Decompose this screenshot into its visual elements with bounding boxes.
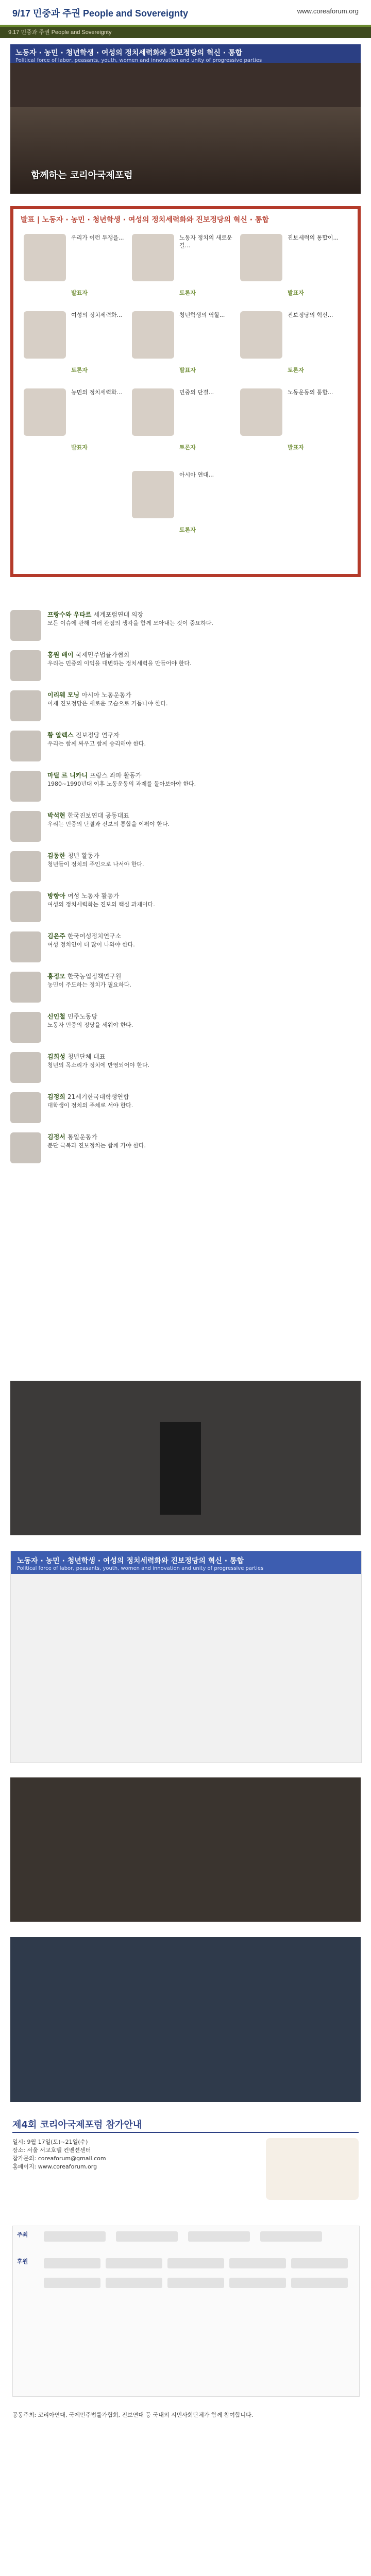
footer-info-line: 장소: 서울 서교호텔 컨벤션센터 bbox=[12, 2147, 91, 2154]
speaker-name: 김정서 bbox=[47, 1133, 65, 1141]
section-title: 9/17 민중과 주권 People and Sovereignty bbox=[12, 8, 189, 19]
lectern bbox=[160, 1422, 201, 1515]
speaker-title: 프랑스 좌파 활동가 bbox=[90, 772, 142, 779]
sponsor-logo bbox=[106, 2278, 162, 2288]
speaker-name: 김정희 bbox=[47, 1093, 65, 1100]
panel-name: 토론자 bbox=[288, 367, 304, 374]
speaker-quote: 우리는 민중의 단결과 진보의 통합을 이뤄야 한다. bbox=[47, 821, 170, 827]
speaker-name-line bbox=[47, 650, 129, 659]
speaker-row bbox=[10, 648, 361, 687]
speaker-title: 진보정당 연구자 bbox=[75, 732, 120, 739]
organizer-text: 공동주최: 코리아연대, 국제민주법률가협회, 진보연대 등 국내외 시민사회단체가 함께 참여합니다. bbox=[12, 2412, 254, 2418]
panel-7 bbox=[24, 384, 130, 451]
support-label: 후원 bbox=[17, 2258, 28, 2265]
speaker-title: 청년 활동가 bbox=[67, 852, 99, 859]
presenter-photo bbox=[240, 388, 282, 436]
panel-name: 발표자 bbox=[179, 367, 196, 374]
footer-info bbox=[12, 2138, 106, 2171]
speaker-title: 여성 노동자 활동가 bbox=[67, 892, 120, 900]
presenter-photo bbox=[24, 388, 66, 436]
speaker-row bbox=[10, 889, 361, 928]
sponsor-logo bbox=[44, 2231, 106, 2242]
panel-name: 발표자 bbox=[288, 444, 304, 451]
sponsor-label: 주최 bbox=[17, 2231, 28, 2238]
speaker-name: 홍정모 bbox=[47, 973, 65, 980]
hero-photo bbox=[10, 44, 361, 194]
speaker-title: 세계포럼연대 의장 bbox=[93, 611, 144, 618]
speaker-photo bbox=[10, 690, 41, 721]
speaker-row bbox=[10, 1090, 361, 1129]
sponsor-logo bbox=[291, 2258, 348, 2268]
speaker-quote: 우리는 함께 싸우고 함께 승리해야 한다. bbox=[47, 740, 146, 747]
speaker-quote: 청년의 목소리가 정치에 반영되어야 한다. bbox=[47, 1062, 150, 1069]
speaker-photo bbox=[10, 610, 41, 641]
speaker-name-line bbox=[47, 972, 121, 980]
speaker-quote: 여성 정치인이 더 많이 나와야 한다. bbox=[47, 941, 135, 948]
speaker-title: 청년단체 대표 bbox=[67, 1053, 106, 1060]
speaker-name-line bbox=[47, 931, 121, 940]
panel-text: 우리가 이런 투쟁을... bbox=[71, 234, 124, 241]
presenter-photo bbox=[132, 234, 174, 281]
speaker-quote: 노동자 민중의 정당을 세워야 한다. bbox=[47, 1022, 133, 1028]
panel-name: 발표자 bbox=[71, 444, 88, 451]
speaker-name-line bbox=[47, 690, 131, 699]
speaker-photo bbox=[10, 851, 41, 882]
dinner-photo bbox=[10, 1937, 361, 2102]
speaker-name: 마틸 르 니카니 bbox=[47, 772, 88, 779]
sponsor-logo bbox=[106, 2258, 162, 2268]
speaker-photo bbox=[10, 1052, 41, 1083]
speaker-name: 방향아 bbox=[47, 892, 65, 900]
panel-text: 여성의 정치세력화... bbox=[71, 312, 122, 318]
section-strip: 9.17 민중과 주권 People and Sovereignty bbox=[0, 27, 371, 38]
speaker-name-line bbox=[47, 891, 119, 900]
panel-6 bbox=[240, 307, 346, 374]
speaker-row bbox=[10, 1130, 361, 1170]
speaker-name: 박석현 bbox=[47, 812, 65, 819]
panel-name: 발표자 bbox=[71, 290, 88, 296]
speaker-name: 이리웨 모닝 bbox=[47, 691, 80, 699]
panel-4 bbox=[24, 307, 130, 374]
panel-2 bbox=[132, 230, 238, 297]
panel-text: 농민의 정치세력화... bbox=[71, 389, 122, 396]
speaker-name: 김동한 bbox=[47, 852, 65, 859]
sponsors-box bbox=[12, 2226, 360, 2397]
panel-name: 토론자 bbox=[179, 527, 196, 533]
sponsor-logo bbox=[260, 2231, 322, 2242]
speaker-photo bbox=[10, 811, 41, 842]
speaker-photo bbox=[10, 771, 41, 802]
speaker-name: 프랑수와 우타르 bbox=[47, 611, 92, 618]
speaker-name-line bbox=[47, 731, 120, 739]
panel-text: 진보세력의 통합이... bbox=[288, 234, 339, 241]
panel-name: 발표자 bbox=[288, 290, 304, 296]
speaker-name-line bbox=[47, 1132, 97, 1141]
speaker-title: 한국여성정치연구소 bbox=[67, 933, 122, 940]
group-photo bbox=[10, 1777, 361, 1922]
speaker-quote: 청년들이 정치의 주인으로 나서야 한다. bbox=[47, 861, 144, 868]
speaker-title: 아시아 노동운동가 bbox=[81, 691, 131, 699]
panel-9 bbox=[240, 384, 346, 451]
panel-text: 민중의 단결... bbox=[179, 389, 214, 396]
speaker-photo bbox=[10, 972, 41, 1003]
top-bar bbox=[0, 0, 371, 27]
speaker-name-line bbox=[47, 1012, 97, 1021]
speaker-quote: 이제 진보정당은 새로운 모습으로 거듭나야 한다. bbox=[47, 700, 168, 707]
speaker-name-line bbox=[47, 811, 129, 820]
speaker-quote: 우리는 민중의 이익을 대변하는 정치세력을 만들어야 한다. bbox=[47, 660, 192, 667]
conference-photo bbox=[10, 1551, 362, 1763]
sponsor-logo bbox=[188, 2231, 250, 2242]
speaker-title: 21세기한국대학생연합 bbox=[67, 1093, 129, 1100]
speaker-photo bbox=[10, 931, 41, 962]
hero-banner-sub: Political force of labor, peasants, youth, women and innovation and unity of progressive parties bbox=[15, 58, 262, 63]
footer-info-line[interactable]: 홈페이지: www.coreaforum.org bbox=[12, 2163, 97, 2170]
speaker-name-line bbox=[47, 1092, 129, 1101]
speaker-title: 한국농업정책연구원 bbox=[67, 973, 122, 980]
speaker-row bbox=[10, 809, 361, 848]
speaker-row bbox=[10, 970, 361, 1009]
panel-text: 노동자 정치의 새로운 길... bbox=[179, 234, 232, 249]
panel-name: 토론자 bbox=[71, 367, 88, 374]
footer-info-line: 일시: 9월 17일(토)~21일(수) bbox=[12, 2139, 88, 2145]
panel-3 bbox=[240, 230, 346, 297]
speaker-row bbox=[10, 769, 361, 808]
sponsor-logo bbox=[167, 2258, 224, 2268]
speaker-photo bbox=[10, 731, 41, 761]
footer-title: 제4회 코리아국제포럼 참가안내 bbox=[12, 2120, 142, 2130]
hero-caption: 함께하는 코리아국제포럼 bbox=[31, 170, 133, 181]
speaker-quote: 대학생이 정치의 주체로 서야 한다. bbox=[47, 1102, 133, 1109]
speaker-row bbox=[10, 728, 361, 768]
conference-banner-title: 노동자 · 농민 · 청년학생 · 여성의 정치세력화와 진보정당의 혁신 · 통합 bbox=[17, 1557, 244, 1565]
panel-5 bbox=[132, 307, 238, 374]
speaker-row bbox=[10, 688, 361, 727]
presenter-photo bbox=[132, 471, 174, 518]
sponsor-logo bbox=[116, 2231, 178, 2242]
speaker-name: 홍원 배이 bbox=[47, 651, 74, 658]
speaker-name-line bbox=[47, 1052, 105, 1061]
speaker-title: 통일운동가 bbox=[67, 1133, 97, 1141]
cartoon-illustration bbox=[266, 2138, 359, 2200]
speaker-quote: 1980~1990년대 이후 노동운동의 과제를 돌아보아야 한다. bbox=[47, 781, 196, 787]
presenter-photo bbox=[24, 234, 66, 281]
speaker-photo bbox=[10, 1132, 41, 1163]
speech-photo bbox=[10, 1381, 361, 1535]
speaker-name-line bbox=[47, 771, 141, 779]
panel-text: 아시아 연대... bbox=[179, 471, 214, 478]
speaker-photo bbox=[10, 1092, 41, 1123]
speaker-row bbox=[10, 608, 361, 647]
speaker-row bbox=[10, 1050, 361, 1089]
sponsor-logo bbox=[167, 2278, 224, 2288]
speaker-name-line bbox=[47, 851, 99, 860]
footer-divider bbox=[12, 2132, 359, 2133]
speaker-name-line bbox=[47, 610, 143, 619]
panel-name: 토론자 bbox=[179, 444, 196, 451]
footer-info-line[interactable]: 참가문의: coreaforum@gmail.com bbox=[12, 2155, 106, 2162]
presenter-photo bbox=[240, 234, 282, 281]
conference-banner-sub: Political force of labor, peasants, youth, women and innovation and unity of progressive parties bbox=[17, 1566, 264, 1571]
presentation-panel bbox=[10, 206, 361, 577]
speaker-quote: 농민이 주도하는 정치가 필요하다. bbox=[47, 981, 131, 988]
speaker-quote: 여성의 정치세력화는 진보의 핵심 과제이다. bbox=[47, 901, 155, 908]
speaker-photo bbox=[10, 891, 41, 922]
speaker-photo bbox=[10, 650, 41, 681]
hero-banner bbox=[10, 44, 361, 63]
sponsor-logo bbox=[291, 2278, 348, 2288]
presenter-photo bbox=[24, 311, 66, 359]
speaker-title: 한국진보연대 공동대표 bbox=[67, 812, 129, 819]
panel-10 bbox=[132, 467, 238, 534]
speaker-quote: 모든 이슈에 관해 여러 관점의 생각을 함께 모아내는 것이 중요하다. bbox=[47, 620, 213, 626]
speaker-row bbox=[10, 1010, 361, 1049]
panel-text: 노동운동의 통합... bbox=[288, 389, 333, 396]
speaker-quote: 분단 극복과 진보정치는 함께 가야 한다. bbox=[47, 1142, 146, 1149]
presenter-photo bbox=[240, 311, 282, 359]
speaker-name: 황 알렉스 bbox=[47, 732, 74, 739]
panel-text: 청년학생의 역할... bbox=[179, 312, 225, 318]
speaker-name: 신인철 bbox=[47, 1013, 65, 1020]
panel-name: 토론자 bbox=[179, 290, 196, 296]
sponsor-logo bbox=[44, 2278, 100, 2288]
speaker-row bbox=[10, 929, 361, 969]
presenter-photo bbox=[132, 311, 174, 359]
speaker-title: 국제민주법률가협회 bbox=[75, 651, 130, 658]
panel-1 bbox=[24, 230, 130, 297]
speaker-name: 김희성 bbox=[47, 1053, 65, 1060]
hero-banner-title: 노동자 · 농민 · 청년학생 · 여성의 정치세력화와 진보정당의 혁신 · 통합 bbox=[15, 49, 243, 57]
conference-banner bbox=[11, 1551, 361, 1574]
sponsor-logo bbox=[44, 2258, 100, 2268]
speaker-row bbox=[10, 849, 361, 888]
presenter-photo bbox=[132, 388, 174, 436]
site-url[interactable]: www.coreaforum.org bbox=[297, 7, 359, 15]
speaker-photo bbox=[10, 1012, 41, 1043]
panel-8 bbox=[132, 384, 238, 451]
sponsor-logo bbox=[229, 2278, 286, 2288]
presentation-title: 발표 | 노동자 · 농민 · 청년학생 · 여성의 정치세력화와 진보정당의 혁신 · 통합 bbox=[21, 216, 269, 224]
sponsor-logo bbox=[229, 2258, 286, 2268]
speaker-title: 민주노동당 bbox=[67, 1013, 97, 1020]
speaker-name: 김은주 bbox=[47, 933, 65, 940]
panel-text: 진보정당의 혁신... bbox=[288, 312, 333, 318]
